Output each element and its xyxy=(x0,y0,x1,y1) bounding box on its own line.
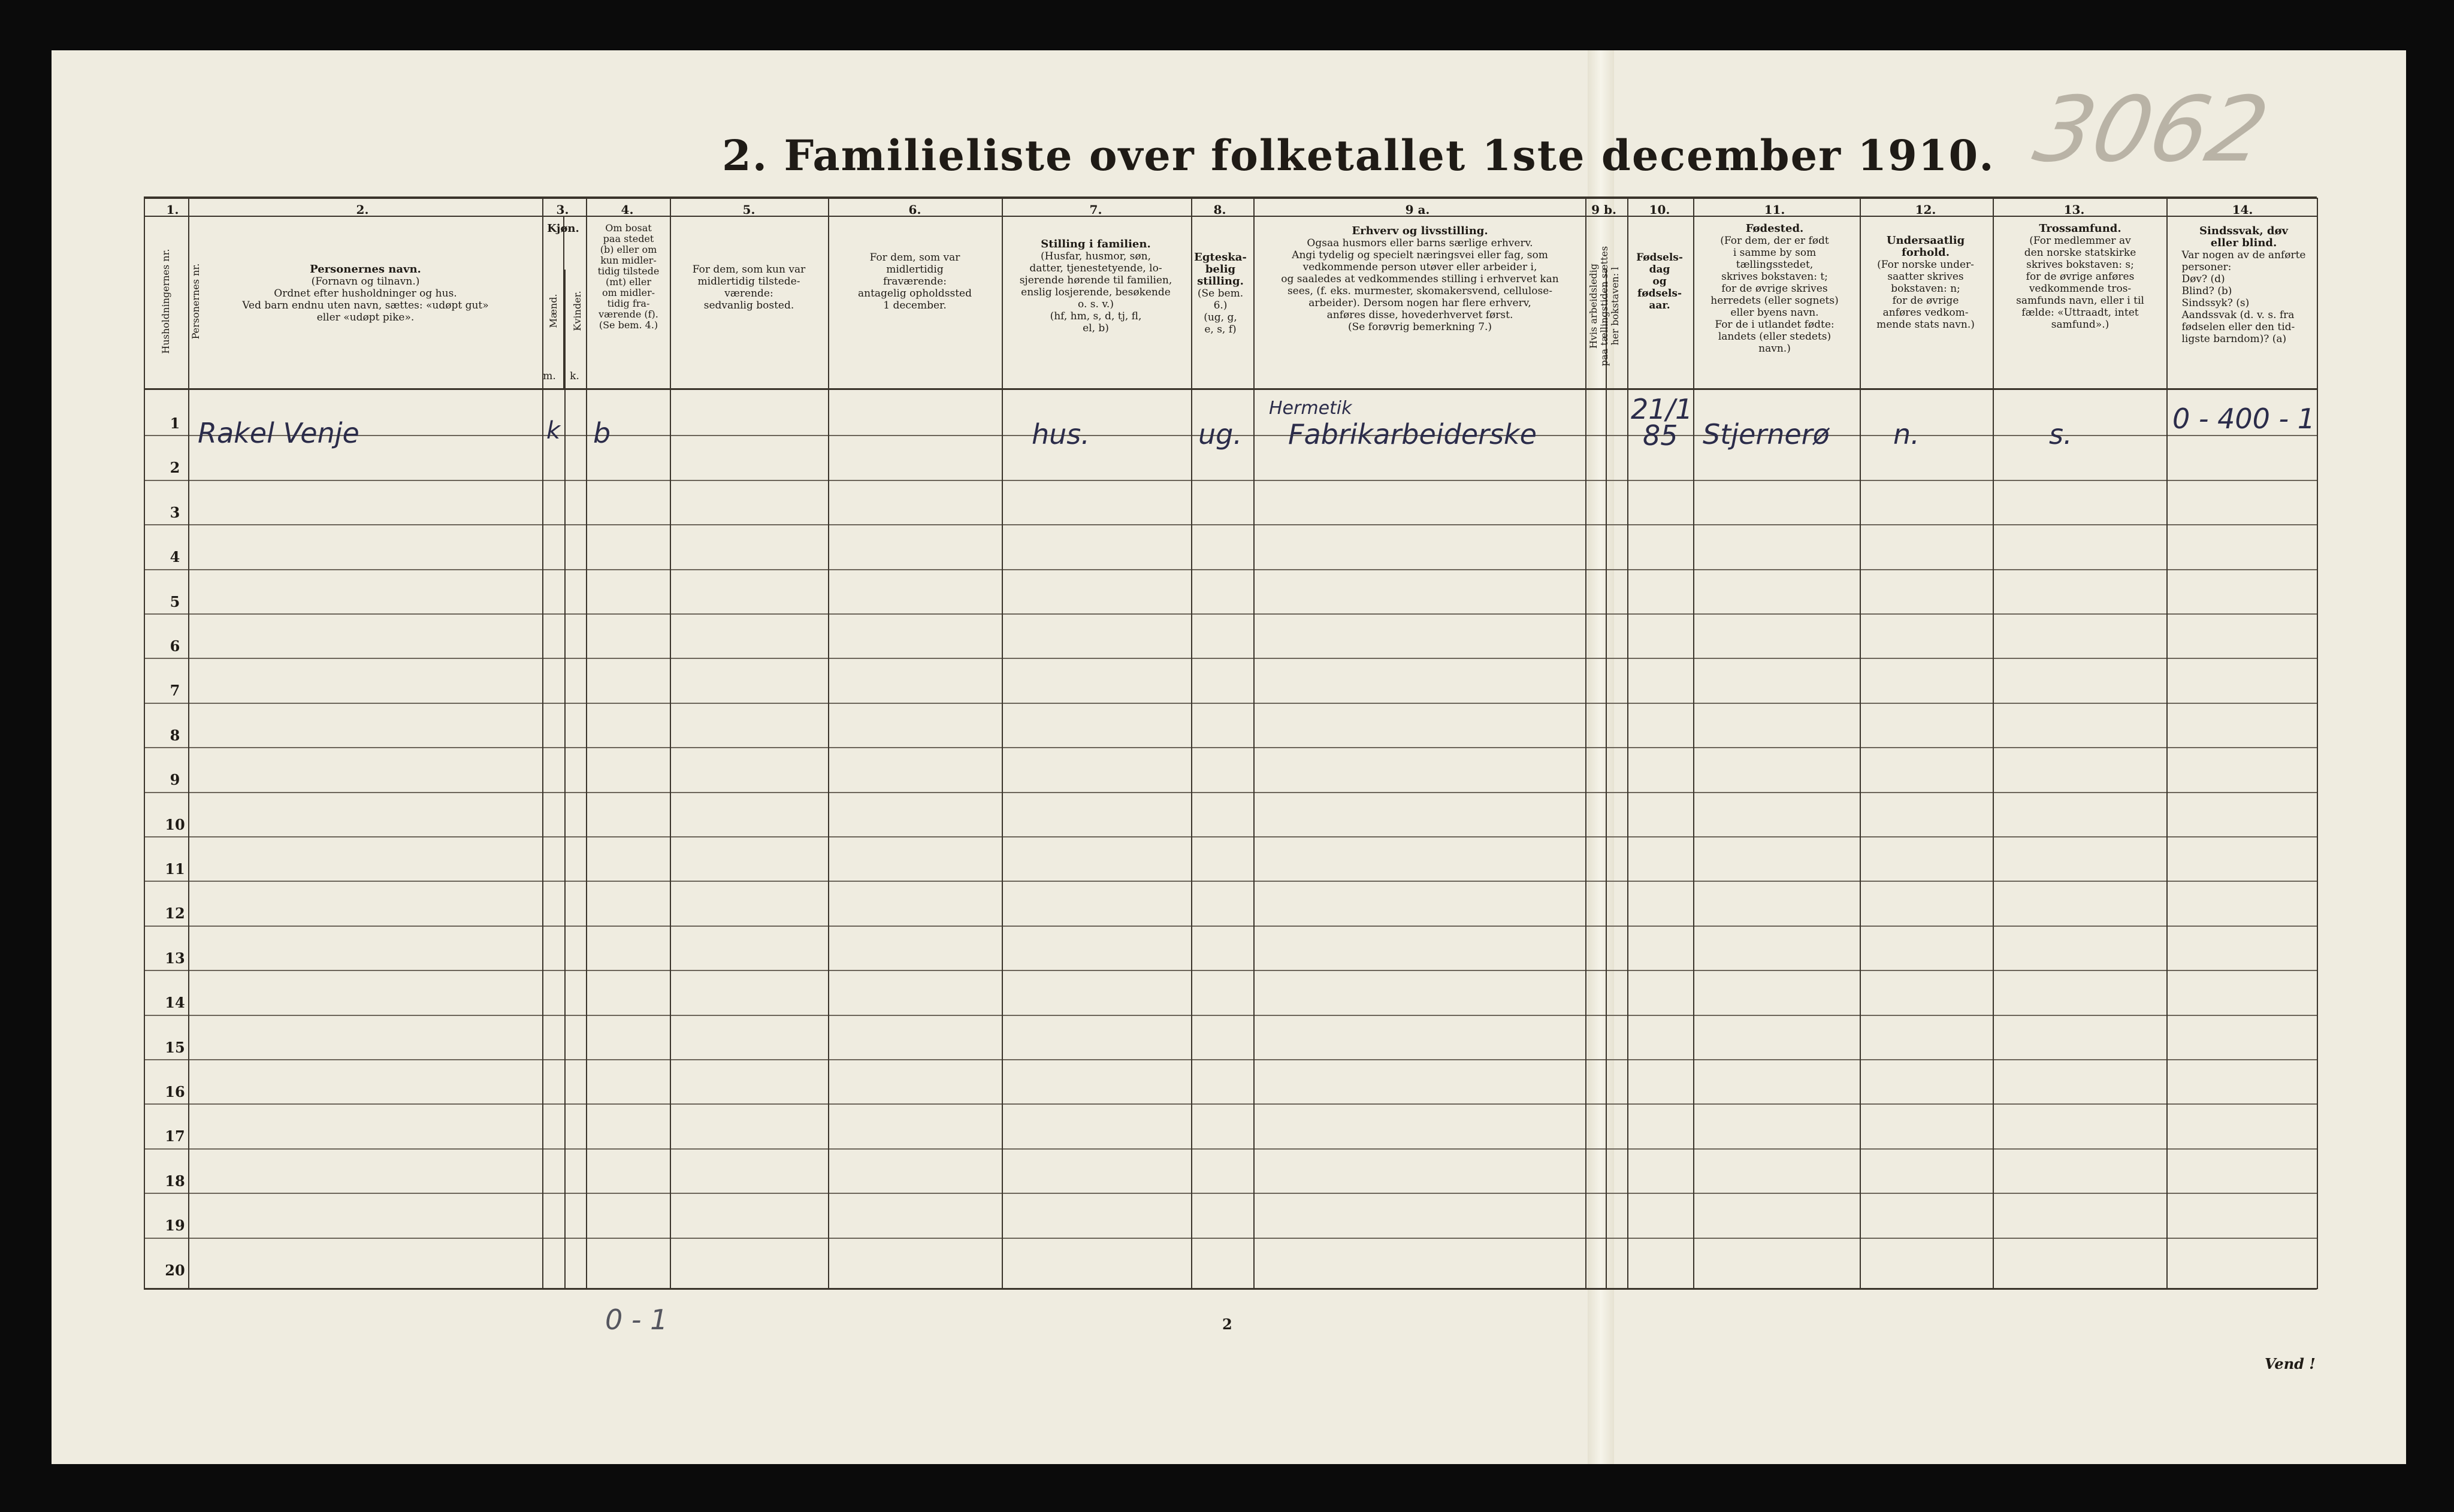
header-undersaatlig-body: (For norske under- saatter skrives bokstaven: n; for de øvrige anføres vedkom- mende stats navn.) xyxy=(1876,259,1975,331)
header-erhverv xyxy=(1255,225,1585,333)
page-number: 2 xyxy=(1222,1316,1232,1333)
vend-note: Vend ! xyxy=(2265,1355,2316,1372)
header-trossamfund-body: (For medlemmer av den norske statskirke skrives bokstaven: s; for de øvrige anføres vedkommende tros- samfunds navn, eller i til fælde: «Uttraadt, intet samfund».) xyxy=(2016,235,2144,331)
entry-disability: 0 - 400 - 1 xyxy=(2172,403,2316,435)
colnum-1: 1. xyxy=(166,202,179,217)
row-number: 7 xyxy=(170,682,180,700)
entry-citizenship: n. xyxy=(1893,418,1920,450)
row-line xyxy=(144,1103,2317,1105)
row-number: 19 xyxy=(165,1217,185,1235)
row-line xyxy=(144,926,2317,927)
row-number: 3 xyxy=(170,503,180,521)
header-tilstede-b: sedvanlig bosted. xyxy=(703,300,794,312)
column-line xyxy=(586,198,587,1289)
header-fravaerende-b: antagelig opholdssted 1 december. xyxy=(858,288,972,312)
top-rule xyxy=(144,196,2317,199)
entry-occupation: Fabrikarbeiderske xyxy=(1288,418,1537,450)
header-stilling-title: Stilling i familien. xyxy=(1041,238,1151,250)
header-erhverv-body: Ogsaa husmors eller barns særlige erhverv. Angi tydelig og specielt næringsvei eller fag, som vedkommende person utøver eller arbeider i, og saaledes at vedkommendes stilling i erhvervet kan sees, (f. eks. murmester, skomakersvend, cellulose- arbeider). Dersom nogen har flere erhverv, anføres disse, hovederhvervet først. (Se forøvrig bemerkning 7.) xyxy=(1281,237,1559,333)
row-number: 4 xyxy=(170,548,180,566)
column-line xyxy=(1860,198,1861,1289)
row-line xyxy=(144,703,2317,704)
header-name-title: Personernes navn. xyxy=(310,263,421,276)
entry-name: Rakel Venje xyxy=(198,417,359,449)
header-9b: Hvis arbeidsledig paa tællingstiden sættes her bokstaven: l xyxy=(1588,246,1621,367)
margin-note: 0 - 1 xyxy=(605,1304,668,1336)
colnum-6: 6. xyxy=(908,202,921,217)
row-number: 6 xyxy=(170,637,180,655)
header-fodested-title: Fødested. xyxy=(1745,222,1804,235)
header-kjon-m-short: m. xyxy=(543,370,556,382)
column-line xyxy=(1585,198,1586,1289)
row-line xyxy=(144,658,2317,659)
row-line xyxy=(144,524,2317,525)
column-line xyxy=(542,198,543,1289)
row-number: 13 xyxy=(165,949,185,967)
column-line xyxy=(1253,198,1255,1289)
row-line xyxy=(144,1148,2317,1150)
row-number: 2 xyxy=(170,459,180,477)
header-tilstede-a: For dem, som kun var midlertidig tilstede- værende: xyxy=(692,264,806,300)
row-line xyxy=(144,1059,2317,1060)
column-line xyxy=(2166,198,2168,1289)
colnum-7: 7. xyxy=(1089,202,1102,217)
header-bosat: Om bosat paa stedet (b) eller om kun midler- tidig tilstede (mt) eller om midler- tidig fra- værende (f). (Se bem. 4.) xyxy=(597,222,660,331)
header-undersaatlig-title: Undersaatlig forhold. xyxy=(1886,234,1965,259)
header-kjon-k: Kvinder. xyxy=(572,291,583,331)
header-trossamfund-title: Trossamfund. xyxy=(2039,222,2121,235)
header-fodested-body: (For dem, der er født i samme by som tællingsstedet, skrives bokstaven: t; for de øvrige skrives herredets (eller sognets) eller byens navn. For de i utlandet fødte: landets (eller stedets) navn.) xyxy=(1710,235,1839,355)
row-line xyxy=(144,1193,2317,1194)
row-line xyxy=(144,792,2317,793)
colnum-5: 5. xyxy=(742,202,755,217)
row-line xyxy=(144,970,2317,971)
colnum-14: 14. xyxy=(2232,202,2253,217)
header-fodselsdag: Fødsels- dag og fødsels- aar. xyxy=(1636,252,1683,312)
row-number: 12 xyxy=(165,905,185,923)
sub-column-line xyxy=(564,270,566,1289)
row-number: 17 xyxy=(165,1127,185,1145)
row-line xyxy=(144,613,2317,615)
header-fodested xyxy=(1694,223,1855,355)
column-line xyxy=(1693,198,1694,1289)
entry-religion: s. xyxy=(2049,418,2072,450)
entry-birth-year: 85 xyxy=(1643,419,1678,452)
header-fravaerende xyxy=(833,252,997,312)
colnum-4: 4. xyxy=(621,202,634,217)
row-line xyxy=(144,881,2317,882)
header-sindssvak xyxy=(2169,225,2319,345)
column-line xyxy=(670,198,671,1289)
header-trossamfund xyxy=(1995,223,2165,331)
row-number: 15 xyxy=(165,1038,185,1056)
row-line xyxy=(144,569,2317,570)
archive-number: 3062 xyxy=(2026,78,2277,182)
kjon-divider xyxy=(563,217,564,388)
header-sindssvak-title: Sindssvak, døv eller blind. xyxy=(2199,225,2288,249)
column-line xyxy=(1993,198,1994,1289)
colnum-13: 13. xyxy=(2063,202,2085,217)
colnum-11: 11. xyxy=(1764,202,1785,217)
column-line xyxy=(1191,198,1192,1289)
colnum-12: 12. xyxy=(1915,202,1936,217)
row-number: 5 xyxy=(170,592,180,610)
row-number: 1 xyxy=(170,415,180,432)
entry-birth-day: 21/1 xyxy=(1631,393,1693,425)
row-number: 18 xyxy=(165,1172,185,1190)
row-number: 9 xyxy=(170,771,180,789)
header-kjon-m: Mænd. xyxy=(548,294,559,328)
header-kjon-title: Kjøn. xyxy=(547,222,579,235)
header-stilling-body: (Husfar, husmor, søn, datter, tjenestetyende, lo- sjerende hørende til familien, enslig losjerende, besøkende o. s. v.) (hf, hm, s, d, tj, fl, el, b) xyxy=(1019,250,1172,334)
header-tilstede xyxy=(670,264,828,312)
header-erhverv-title: Erhverv og livsstilling. xyxy=(1352,225,1488,237)
header-egteskab-title: Egteska- belig stilling. xyxy=(1194,251,1247,288)
row-number: 8 xyxy=(170,726,180,744)
row-number: 20 xyxy=(165,1261,185,1279)
entry-occupation-note: Hermetik xyxy=(1269,398,1352,419)
entry-family-position: hus. xyxy=(1032,418,1090,450)
colnum-8: 8. xyxy=(1213,202,1226,217)
column-line xyxy=(2317,198,2318,1289)
header-undersaatlig xyxy=(1861,235,1990,331)
row-number: 10 xyxy=(165,815,185,833)
column-line xyxy=(828,198,829,1289)
header-name-body: (Fornavn og tilnavn.) Ordnet efter husholdninger og hus. Ved barn endnu uten navn, sættes: «udøpt gut» eller «udøpt pike». xyxy=(242,276,489,323)
column-line xyxy=(188,198,189,1289)
colnum-10: 10. xyxy=(1649,202,1670,217)
header-fravaerende-a: For dem, som var midlertidig fraværende: xyxy=(869,252,960,288)
colnum-9b: 9 b. xyxy=(1591,202,1616,217)
row-line xyxy=(144,747,2317,748)
header-hush-nr: Husholdningernes nr. xyxy=(160,249,171,354)
entry-sex: k xyxy=(546,417,561,444)
entry-residence: b xyxy=(593,417,611,449)
row-line xyxy=(144,836,2317,837)
row-number: 14 xyxy=(165,994,185,1012)
colnum-2: 2. xyxy=(356,202,369,217)
column-line xyxy=(144,198,145,1289)
entry-birthplace: Stjernerø xyxy=(1703,418,1830,450)
colnum-3: 3. xyxy=(556,202,569,217)
header-sindssvak-body: Var nogen av de anførte personer: Døv? (d) Blind? (b) Sindssyk? (s) Aandssvak (d. v. s. fra fødselen eller den tid- ligste barndom)? (a) xyxy=(2181,249,2306,345)
colnum-9a: 9 a. xyxy=(1405,202,1430,217)
column-line xyxy=(1627,198,1628,1289)
header-rule xyxy=(144,388,2317,390)
row-line xyxy=(144,1015,2317,1016)
bottom-rule xyxy=(144,1288,2317,1290)
header-egteskab-body: (Se bem. 6.) (ug, g, e, s, f) xyxy=(1197,288,1244,335)
row-number: 11 xyxy=(165,860,185,878)
sub-column-line xyxy=(1606,270,1607,1289)
header-stilling xyxy=(1005,238,1186,334)
row-line xyxy=(144,480,2317,481)
row-number: 16 xyxy=(165,1083,185,1100)
header-kjon xyxy=(539,223,587,235)
column-line xyxy=(1002,198,1003,1289)
header-kjon-k-short: k. xyxy=(570,370,579,382)
header-pers-nr: Personernes nr. xyxy=(190,263,201,340)
row-line xyxy=(144,1238,2317,1239)
header-name xyxy=(198,264,533,323)
page-title: 2. Familieliste over folketallet 1ste december 1910. xyxy=(722,131,1995,180)
entry-marital: ug. xyxy=(1198,418,1242,450)
header-egteskab xyxy=(1193,252,1247,335)
